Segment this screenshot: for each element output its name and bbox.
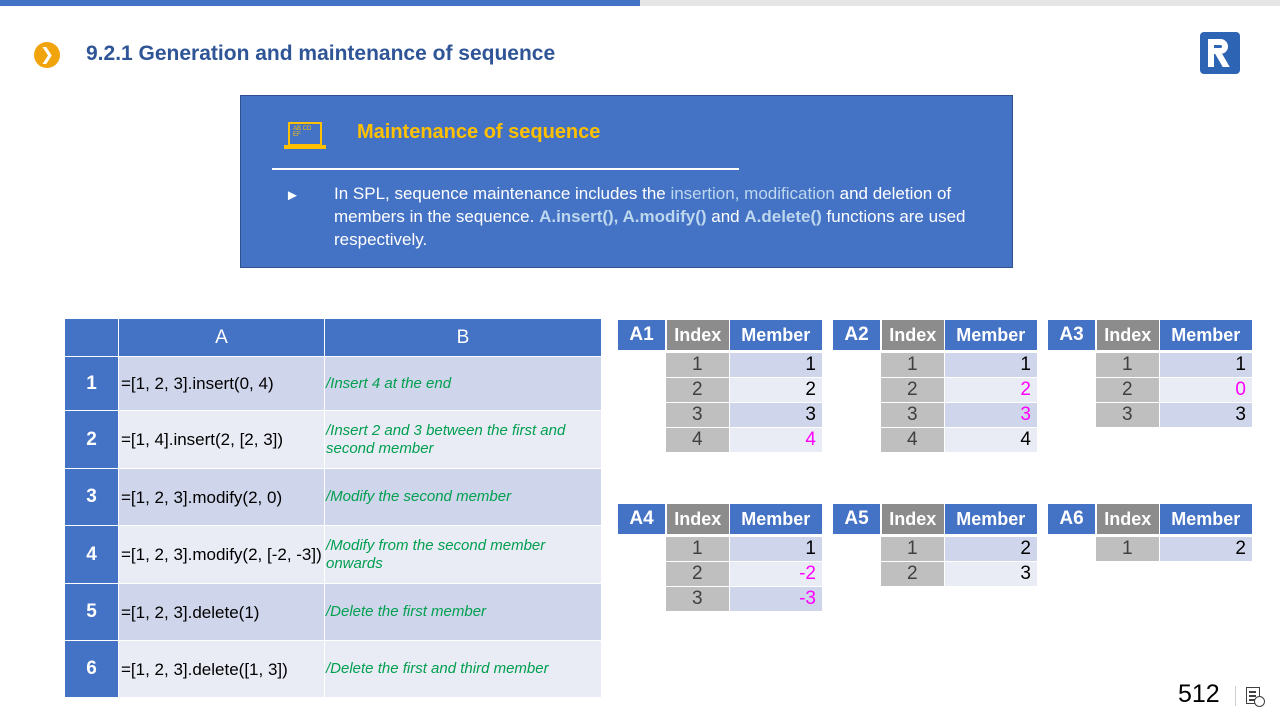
result-member-cell: 4 — [729, 427, 822, 452]
result-row-blank — [1048, 402, 1096, 427]
result-row — [618, 586, 822, 611]
result-row-blank — [618, 402, 666, 427]
comment-cell[interactable]: /Modify the second member — [325, 469, 602, 526]
result-index-cell: 2 — [1096, 377, 1159, 402]
info-title: Maintenance of sequence — [357, 121, 601, 143]
result-col-index: Index — [881, 320, 944, 350]
raqsoft-logo-icon — [1200, 32, 1240, 74]
result-col-index: Index — [666, 320, 729, 350]
result-col-member: Member — [944, 504, 1037, 534]
result-table-5 — [1048, 504, 1252, 561]
result-row — [618, 536, 822, 561]
result-member-cell: -2 — [729, 561, 822, 586]
code-cell[interactable]: =[1, 2, 3].delete([1, 3]) — [119, 641, 325, 698]
result-index-cell: 2 — [881, 377, 944, 402]
result-table-name: A1 — [618, 320, 666, 350]
keyword-insertion: insertion — [670, 184, 735, 203]
result-member-cell: 2 — [944, 536, 1037, 561]
row-number: 4 — [65, 526, 119, 584]
result-index-cell: 3 — [666, 586, 729, 611]
chevron-right-icon: ❯ — [34, 42, 60, 68]
result-index-cell: 3 — [1096, 402, 1159, 427]
function-delete: A.delete() — [744, 207, 822, 226]
result-member-cell: 2 — [1159, 536, 1252, 561]
result-row-blank — [618, 427, 666, 452]
result-row-blank — [618, 377, 666, 402]
code-cell[interactable]: =[1, 2, 3].insert(0, 4) — [119, 357, 325, 411]
blackboard-stand — [284, 145, 326, 149]
result-member-cell: 0 — [1159, 377, 1252, 402]
info-text — [334, 182, 974, 251]
result-member-cell: 1 — [729, 536, 822, 561]
result-table-4 — [833, 504, 1037, 586]
result-row-blank — [618, 586, 666, 611]
result-col-member: Member — [1159, 504, 1252, 534]
result-index-cell: 1 — [666, 536, 729, 561]
result-row — [1048, 377, 1252, 402]
result-table-header — [833, 504, 1037, 534]
result-row-blank — [1048, 352, 1096, 377]
result-table-name: A3 — [1048, 320, 1096, 350]
info-divider — [272, 168, 739, 170]
code-table — [64, 318, 602, 698]
result-table-header — [833, 320, 1037, 350]
result-index-cell: 4 — [881, 427, 944, 452]
row-number: 3 — [65, 469, 119, 526]
result-index-cell: 1 — [1096, 352, 1159, 377]
comment-cell[interactable]: /Modify from the second member onwards — [325, 526, 602, 584]
result-row — [1048, 402, 1252, 427]
info-text-part: functions are used respectively. — [334, 207, 966, 249]
result-index-cell: 3 — [666, 402, 729, 427]
result-table-1 — [833, 320, 1037, 452]
result-row — [1048, 352, 1252, 377]
result-row — [833, 402, 1037, 427]
header-corner — [65, 319, 119, 357]
info-text-part: and deletion of members in the sequence. — [334, 184, 952, 226]
function-insert-modify: A.insert(), A.modify() — [539, 207, 707, 226]
result-row-blank — [833, 536, 881, 561]
result-member-cell: 1 — [1159, 352, 1252, 377]
bullet-icon: ► — [285, 187, 300, 204]
result-row — [618, 561, 822, 586]
code-cell[interactable]: =[1, 2, 3].delete(1) — [119, 584, 325, 641]
result-table-name: A6 — [1048, 504, 1096, 534]
result-index-cell: 3 — [881, 402, 944, 427]
header-column-b: B — [325, 319, 602, 357]
result-col-index: Index — [1096, 320, 1159, 350]
result-table-name: A2 — [833, 320, 881, 350]
comment-cell[interactable]: /Insert 4 at the end — [325, 357, 602, 411]
result-table-header — [1048, 504, 1252, 534]
result-index-cell: 2 — [666, 377, 729, 402]
result-index-cell: 2 — [666, 561, 729, 586]
page-number: 512 — [1178, 680, 1220, 708]
row-number: 1 — [65, 357, 119, 411]
result-member-cell: -3 — [729, 586, 822, 611]
comment-cell[interactable]: /Insert 2 and 3 between the first and second member — [325, 411, 602, 469]
result-index-cell: 1 — [881, 536, 944, 561]
table-row — [65, 526, 602, 584]
result-col-member: Member — [1159, 320, 1252, 350]
result-member-cell: 3 — [1159, 402, 1252, 427]
table-row — [65, 469, 602, 526]
result-row — [618, 402, 822, 427]
result-row — [618, 352, 822, 377]
table-row — [65, 584, 602, 641]
table-row — [65, 357, 602, 411]
result-table-3 — [618, 504, 822, 611]
comment-cell[interactable]: /Delete the first and third member — [325, 641, 602, 698]
blackboard-icon: AB CD EF — [288, 122, 322, 146]
result-col-index: Index — [1096, 504, 1159, 534]
keyword-separator: , — [734, 184, 745, 203]
row-number: 6 — [65, 641, 119, 698]
result-index-cell: 1 — [1096, 536, 1159, 561]
result-table-header — [618, 320, 822, 350]
code-cell[interactable]: =[1, 2, 3].modify(2, [-2, -3]) — [119, 526, 325, 584]
result-row — [833, 352, 1037, 377]
result-row — [618, 427, 822, 452]
result-index-cell: 2 — [881, 561, 944, 586]
code-table-header — [65, 319, 602, 357]
result-member-cell: 1 — [729, 352, 822, 377]
result-col-index: Index — [666, 504, 729, 534]
result-row — [618, 377, 822, 402]
result-member-cell: 2 — [944, 377, 1037, 402]
result-col-member: Member — [729, 504, 822, 534]
row-number: 2 — [65, 411, 119, 469]
result-row-blank — [1048, 536, 1096, 561]
info-box — [240, 95, 1013, 268]
code-cell[interactable]: =[1, 4].insert(2, [2, 3]) — [119, 411, 325, 469]
result-row-blank — [833, 352, 881, 377]
comment-cell[interactable]: /Delete the first member — [325, 584, 602, 641]
result-table-name: A5 — [833, 504, 881, 534]
result-col-member: Member — [944, 320, 1037, 350]
result-row — [833, 427, 1037, 452]
top-progress-track — [640, 0, 1280, 6]
notes-icon[interactable] — [1246, 687, 1260, 704]
result-row — [1048, 536, 1252, 561]
result-member-cell: 3 — [944, 402, 1037, 427]
result-row-blank — [833, 402, 881, 427]
result-member-cell: 3 — [944, 561, 1037, 586]
result-index-cell: 4 — [666, 427, 729, 452]
result-row — [833, 377, 1037, 402]
top-progress-bar — [0, 0, 640, 6]
table-row — [65, 641, 602, 698]
result-member-cell: 3 — [729, 402, 822, 427]
result-index-cell: 1 — [881, 352, 944, 377]
result-table-0 — [618, 320, 822, 452]
row-number: 5 — [65, 584, 119, 641]
info-text-part: and — [706, 207, 745, 226]
result-table-2 — [1048, 320, 1252, 427]
result-table-header — [1048, 320, 1252, 350]
result-row — [833, 561, 1037, 586]
result-col-member: Member — [729, 320, 822, 350]
result-row-blank — [1048, 377, 1096, 402]
result-member-cell: 4 — [944, 427, 1037, 452]
keyword-modification: modification — [744, 184, 835, 203]
code-cell[interactable]: =[1, 2, 3].modify(2, 0) — [119, 469, 325, 526]
footer-divider — [1235, 686, 1236, 706]
table-row — [65, 411, 602, 469]
result-row-blank — [618, 561, 666, 586]
result-index-cell: 1 — [666, 352, 729, 377]
result-row-blank — [833, 427, 881, 452]
result-member-cell: 2 — [729, 377, 822, 402]
info-text-part: In SPL, sequence maintenance includes the — [334, 184, 671, 203]
result-table-header — [618, 504, 822, 534]
result-row-blank — [618, 536, 666, 561]
result-table-name: A4 — [618, 504, 666, 534]
page-title: 9.2.1 Generation and maintenance of sequence — [86, 42, 556, 65]
result-member-cell: 1 — [944, 352, 1037, 377]
header-column-a: A — [119, 319, 325, 357]
result-row-blank — [833, 377, 881, 402]
result-col-index: Index — [881, 504, 944, 534]
result-row-blank — [833, 561, 881, 586]
result-row-blank — [618, 352, 666, 377]
result-row — [833, 536, 1037, 561]
